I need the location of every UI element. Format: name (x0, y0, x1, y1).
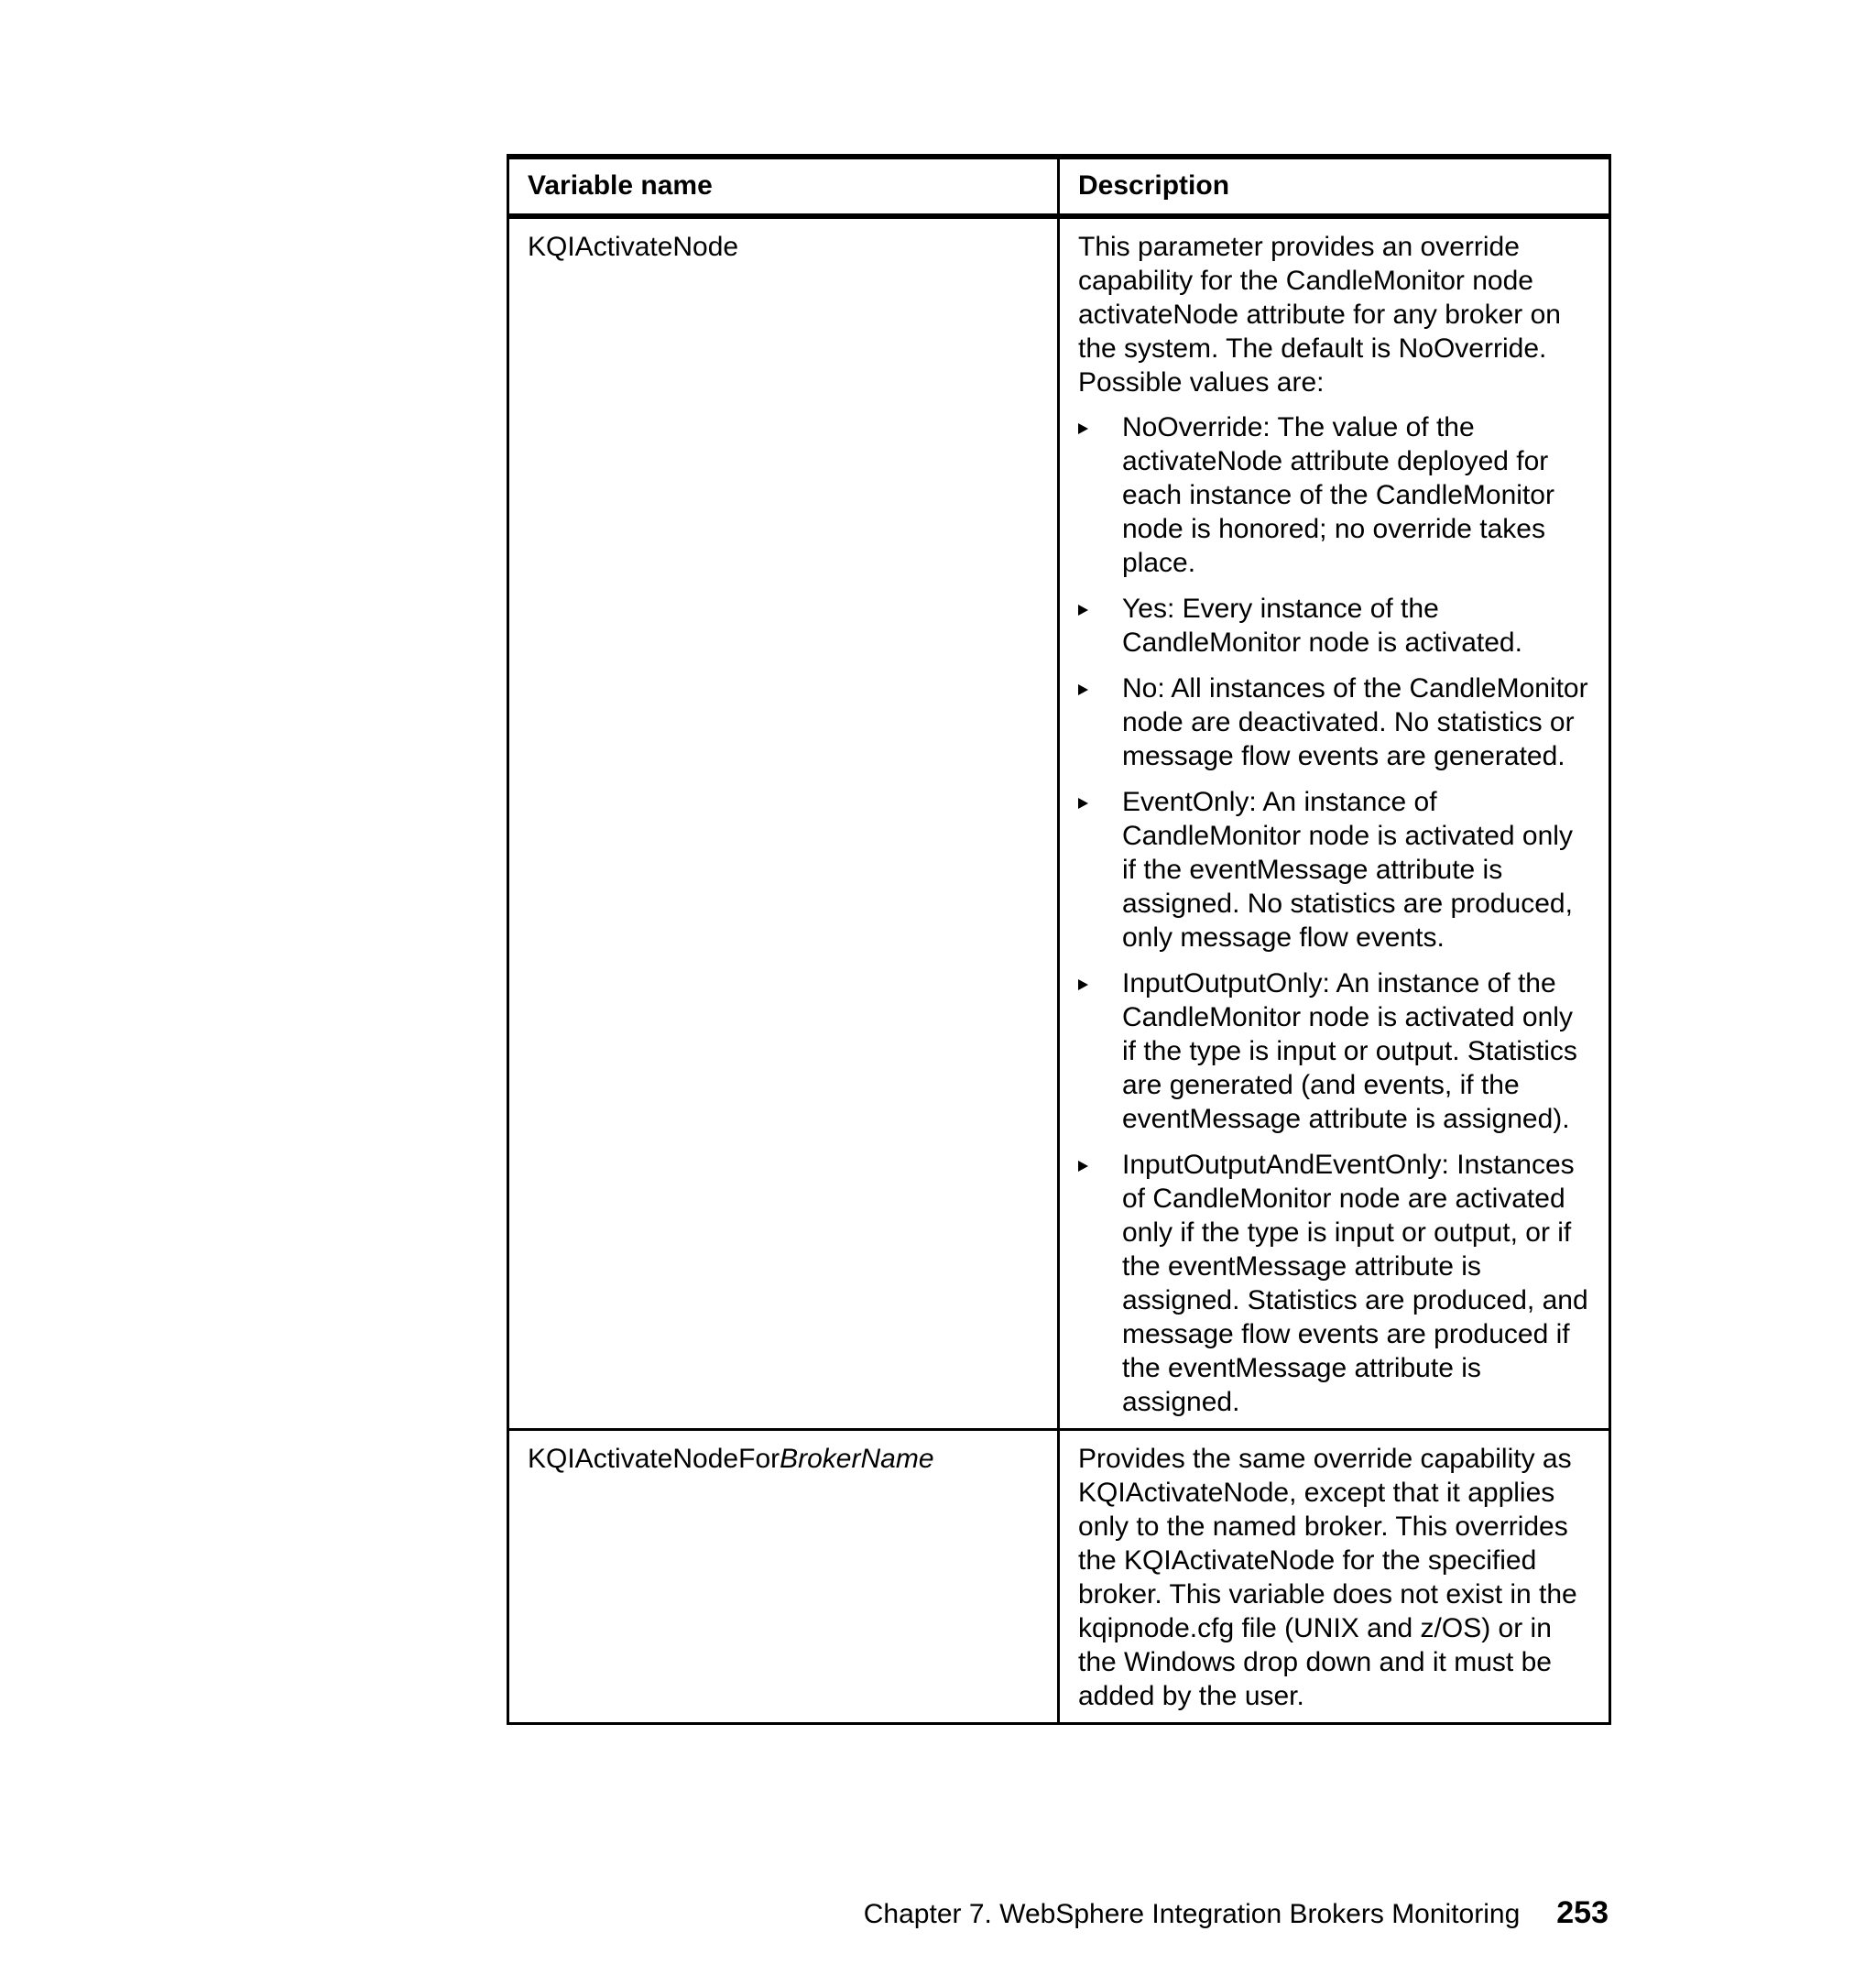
header-variable-name: Variable name (508, 157, 1059, 216)
list-item (1078, 410, 1590, 580)
page-footer (864, 1894, 1609, 1933)
variables-table (507, 154, 1611, 1725)
description-cell (1059, 216, 1610, 1430)
description-intro: This parameter provides an override capability for the CandleMonitor node activateNode attribute for any broker on the system. The default is NoOverride. Possible values are: (1078, 232, 1561, 398)
list-item (1078, 592, 1590, 660)
list-item (1078, 1148, 1590, 1419)
list-item-text: InputOutputOnly: An instance of the CandleMonitor node is activated only if the type is input or output. Statistics are generated (and events, if the eventMessage attribute is assigned). (1122, 968, 1577, 1134)
list-item-text: Yes: Every instance of the CandleMonitor node is activated. (1122, 594, 1522, 658)
table-row (508, 1430, 1610, 1724)
bullet-arrow-icon (1078, 423, 1088, 434)
bullet-arrow-icon (1078, 1161, 1088, 1172)
variable-cell: KQIActivateNode (508, 216, 1059, 1430)
variable-name-prefix: KQIActivateNodeFor (528, 1444, 780, 1474)
list-item-text: No: All instances of the CandleMonitor node are deactivated. No statistics or message flow events are generated. (1122, 673, 1588, 771)
possible-values-list (1078, 410, 1590, 1419)
table-header-row (508, 157, 1610, 216)
page-number: 253 (1556, 1895, 1609, 1930)
description-cell: Provides the same override capability as KQIActivateNode, except that it applies only to the named broker. This overrides the KQIActivateNode for the specified broker. This variable does not exist in the kqipnode.cfg file (UNIX and z/OS) or in the Windows drop down and it must be added by the user. (1059, 1430, 1610, 1724)
list-item (1078, 966, 1590, 1136)
variable-cell (508, 1430, 1059, 1724)
list-item (1078, 785, 1590, 955)
bullet-arrow-icon (1078, 979, 1088, 990)
footer-chapter-title: Chapter 7. WebSphere Integration Brokers Monitoring (863, 1899, 1521, 1929)
bullet-arrow-icon (1078, 684, 1088, 695)
list-item-text: InputOutputAndEventOnly: Instances of CandleMonitor node are activated only if the type is input or output, or if the eventMessage attribute is assigned. Statistics are produced, and message flow events are produced if the eventMessage attribute is assigned. (1122, 1150, 1588, 1417)
bullet-arrow-icon (1078, 798, 1088, 809)
list-item (1078, 671, 1590, 773)
list-item-text: NoOverride: The value of the activateNode attribute deployed for each instance of the CandleMonitor node is honored; no override takes place. (1122, 412, 1554, 578)
bullet-arrow-icon (1078, 605, 1088, 616)
table-row (508, 216, 1610, 1430)
variable-name-placeholder: BrokerName (780, 1444, 934, 1474)
header-description: Description (1059, 157, 1610, 216)
list-item-text: EventOnly: An instance of CandleMonitor node is activated only if the eventMessage attribute is assigned. No statistics are produced, only message flow events. (1122, 787, 1573, 953)
